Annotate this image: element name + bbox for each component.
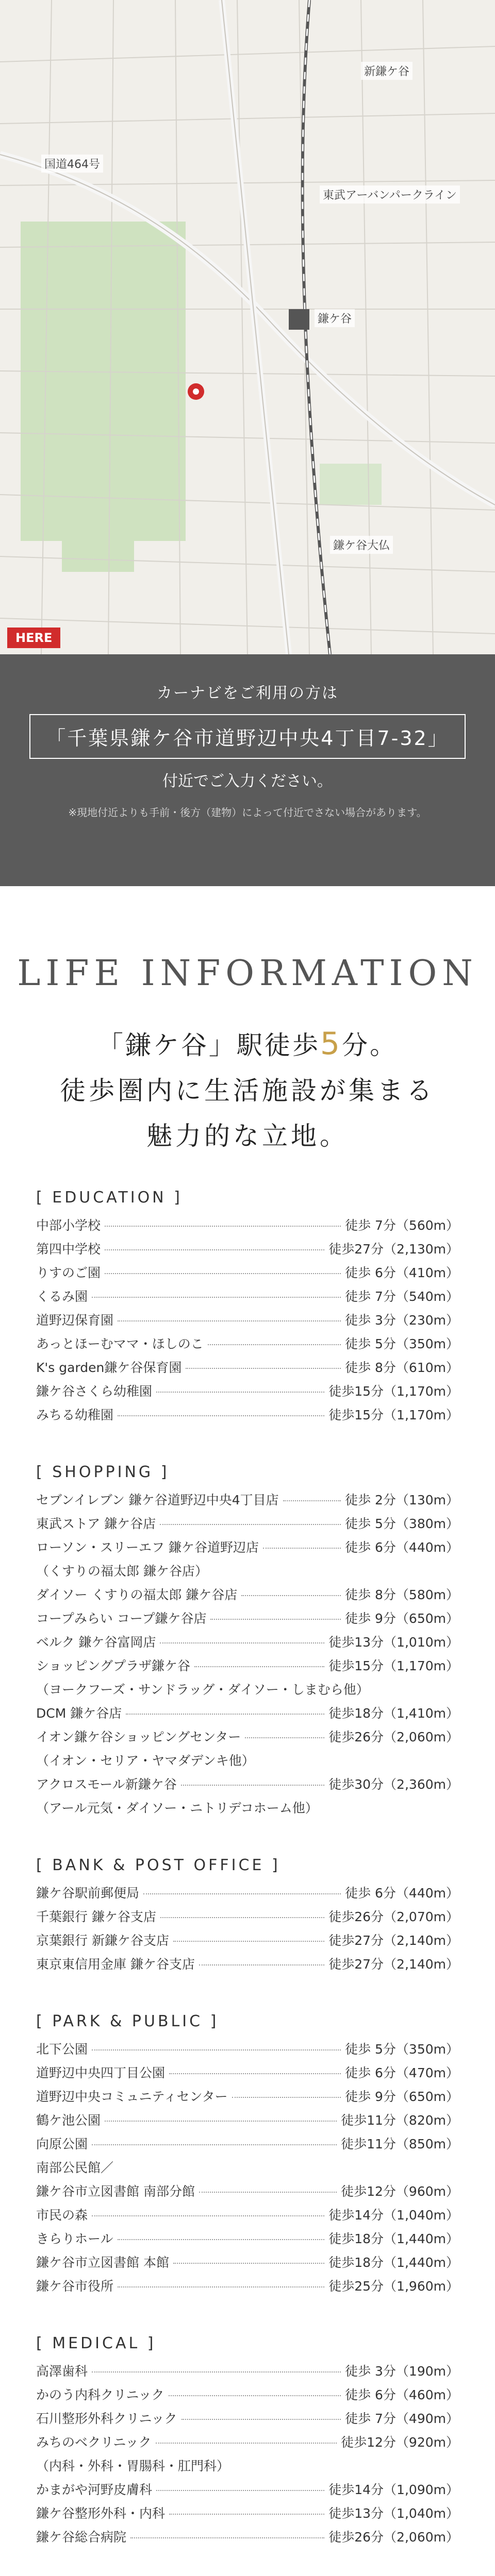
life-sub1-pre: 「鎌ケ谷」駅徒歩 [97, 1030, 320, 1060]
here-badge: HERE [7, 628, 60, 648]
facility-row [36, 2431, 459, 2454]
facility-distance: 徒歩27分（2,140m） [328, 1957, 459, 1972]
facility-name: （イオン・セリア・ヤマダデンキ他） [36, 1753, 255, 1768]
facility-distance: 徒歩 7分（560m） [345, 1218, 459, 1233]
facility-name: 向原公園 [36, 2137, 88, 2151]
facility-distance: 徒歩30分（2,360m） [328, 1777, 459, 1792]
facility-section [36, 1856, 459, 1976]
facility-name: かまがや河野皮膚科 [36, 2482, 153, 2497]
facility-distance: 徒歩12分（920m） [341, 2435, 459, 2450]
facility-distance: 徒歩14分（1,040m） [328, 2208, 459, 2223]
facility-name: 道野辺保育園 [36, 1313, 114, 1328]
facility-section [36, 1463, 459, 1820]
leader-dots [182, 2419, 341, 2420]
facility-distance: 徒歩18分（1,440m） [328, 2231, 459, 2246]
facility-name: コープみらい コープ鎌ケ谷店 [36, 1611, 207, 1626]
leader-dots [173, 2263, 324, 2264]
facility-distance: 徒歩 2分（130m） [345, 1493, 459, 1507]
facility-row [36, 2204, 459, 2227]
navi-line3: 付近でご入力ください。 [162, 772, 333, 790]
facility-distance: 徒歩 6分（410m） [345, 1265, 459, 1280]
facility-row [36, 2180, 459, 2204]
facility-name: ローソン・スリーエフ 鎌ケ谷道野辺店 [36, 1540, 259, 1555]
facility-distance: 徒歩18分（1,410m） [328, 1706, 459, 1721]
life-title: LIFE INFORMATION [17, 953, 478, 994]
facility-row [36, 1356, 459, 1380]
leader-dots [143, 1893, 341, 1894]
facility-row [36, 2061, 459, 2085]
facility-name: 鎌ケ谷市立図書館 南部分館 [36, 2184, 195, 2199]
map-graphic [0, 0, 495, 654]
facility-name: 東京東信用金庫 鎌ケ谷支店 [36, 1957, 195, 1972]
facility-distance: 徒歩27分（2,130m） [328, 1242, 459, 1257]
facility-distance: 徒歩 6分（440m） [345, 1886, 459, 1901]
leader-dots [118, 2286, 324, 2287]
facility-row [36, 2360, 459, 2383]
facility-distance: 徒歩26分（2,060m） [328, 2530, 459, 2545]
facility-sections [0, 1189, 495, 2576]
facility-name: くるみ園 [36, 1289, 88, 1304]
facility-name: K's garden鎌ケ谷保育園 [36, 1360, 182, 1375]
facility-name: 市民の森 [36, 2208, 88, 2223]
facility-row [36, 2085, 459, 2109]
navi-note: ※現地付近よりも手前・後方（建物）によって付近でさない場合があります。 [68, 806, 427, 819]
facility-row [36, 1654, 459, 1678]
facility-distance: 徒歩 8分（580m） [345, 1587, 459, 1602]
leader-dots [92, 1297, 341, 1298]
facility-row [36, 1905, 459, 1929]
facility-row [36, 1882, 459, 1905]
facility-name: りすのご園 [36, 1265, 101, 1280]
life-subtitle-3: 魅力的な立地。 [146, 1121, 349, 1151]
leader-dots [199, 2192, 337, 2193]
facility-row [36, 1797, 459, 1820]
life-sub1-post: 分。 [342, 1030, 398, 1060]
facility-name: かのう内科クリニック [36, 2387, 164, 2402]
facility-section [36, 2012, 459, 2298]
facility-distance: 徒歩15分（1,170m） [328, 1658, 459, 1673]
facility-section [36, 1189, 459, 1427]
map-label-daibutsu: 鎌ケ谷大仏 [330, 536, 393, 554]
facility-row [36, 2132, 459, 2156]
section-header: [ SHOPPING ] [36, 1463, 170, 1481]
facility-row [36, 2156, 459, 2180]
map-label-shin-kamagaya: 新鎌ケ谷 [361, 62, 412, 80]
car-navi-box [0, 654, 495, 886]
facility-name: きらりホール [36, 2231, 113, 2246]
facility-row [36, 2383, 459, 2407]
facility-row [36, 1309, 459, 1332]
leader-dots [194, 1666, 324, 1667]
facility-row [36, 2407, 459, 2431]
life-subtitle-1 [0, 1025, 495, 1062]
leader-dots [283, 1500, 341, 1501]
facility-section [36, 2334, 459, 2549]
facility-row [36, 1725, 459, 1749]
map-label-route464: 国道464号 [41, 155, 103, 173]
facility-row [36, 1403, 459, 1427]
facility-name: （くすりの福太郎 鎌ケ谷店） [36, 1564, 208, 1579]
facility-name: 道野辺中央コミュニティセンター [36, 2089, 228, 2104]
facility-distance: 徒歩 9分（650m） [345, 2089, 459, 2104]
facility-distance: 徒歩 3分（230m） [345, 1313, 459, 1328]
section-header: [ PARK & PUBLIC ] [36, 2012, 219, 2030]
leader-dots [105, 1226, 341, 1227]
facility-distance: 徒歩 5分（350m） [345, 1336, 459, 1351]
facility-row [36, 1488, 459, 1512]
leader-dots [160, 1524, 341, 1525]
facility-row [36, 2502, 459, 2526]
leader-dots [105, 1273, 341, 1274]
facility-name: イオン鎌ケ谷ショッピングセンター [36, 1730, 241, 1744]
facility-row [36, 1773, 459, 1797]
facility-name: ダイソー くすりの福太郎 鎌ケ谷店 [36, 1587, 238, 1602]
section-header: [ EDUCATION ] [36, 1189, 183, 1207]
facility-row [36, 1560, 459, 1583]
facility-name: 鎌ケ谷市役所 [36, 2279, 114, 2294]
facility-name: 鎌ケ谷駅前郵便局 [36, 1886, 140, 1901]
leader-dots [130, 2537, 324, 2538]
leader-dots [186, 1368, 341, 1369]
leader-dots [156, 1392, 324, 1393]
facility-name: DCM 鎌ケ谷店 [36, 1706, 122, 1721]
leader-dots [92, 2215, 324, 2216]
leader-dots [105, 1249, 324, 1250]
section-header: [ BANK & POST OFFICE ] [36, 1856, 280, 1874]
map-label-urbanpark: 東武アーバンパークライン [320, 185, 460, 204]
leader-dots [208, 1344, 341, 1345]
facility-row [36, 2478, 459, 2502]
facility-name: 高澤歯科 [36, 2364, 88, 2379]
facility-row [36, 2275, 459, 2298]
facility-row [36, 1929, 459, 1953]
facility-distance: 徒歩 9分（650m） [345, 1611, 459, 1626]
facility-row [36, 1678, 459, 1702]
facility-name: 北下公園 [36, 2042, 88, 2057]
leader-dots [160, 1917, 324, 1918]
facility-distance: 徒歩13分（1,010m） [328, 1635, 459, 1650]
facility-name: みちる幼稚園 [36, 1408, 114, 1422]
facility-distance: 徒歩25分（1,960m） [328, 2279, 459, 2294]
facility-distance: 徒歩13分（1,040m） [328, 2506, 459, 2521]
facility-name: ベルク 鎌ケ谷富岡店 [36, 1635, 156, 1650]
facility-name: 千葉銀行 鎌ケ谷支店 [36, 1909, 156, 1924]
leader-dots [160, 1642, 324, 1643]
leader-dots [92, 2049, 341, 2050]
leader-dots [118, 1320, 341, 1321]
facility-distance: 徒歩18分（1,440m） [328, 2255, 459, 2270]
leader-dots [169, 2073, 341, 2074]
facility-row [36, 1285, 459, 1309]
facility-name: 鎌ケ谷整形外科・内科 [36, 2506, 166, 2521]
area-map [0, 0, 495, 654]
facility-distance: 徒歩 6分（440m） [345, 1540, 459, 1555]
facility-name: あっとほーむママ・ほしのこ [36, 1336, 204, 1351]
facility-distance: 徒歩 6分（470m） [345, 2065, 459, 2080]
leader-dots [118, 2239, 325, 2240]
facility-distance: 徒歩 6分（460m） [345, 2387, 459, 2402]
facility-row [36, 1238, 459, 1261]
life-information-header [0, 886, 495, 1153]
facility-row [36, 2251, 459, 2275]
facility-distance: 徒歩 3分（190m） [345, 2364, 459, 2379]
leader-dots [245, 1737, 324, 1738]
facility-row [36, 1702, 459, 1725]
navi-line1: カーナビをご利用の方は [157, 684, 338, 702]
facility-row [36, 1332, 459, 1356]
life-sub1-num: 5 [320, 1026, 342, 1062]
facility-row [36, 2038, 459, 2061]
facility-row [36, 1631, 459, 1654]
facility-name: （ヨークフーズ・サンドラッグ・ダイソー・しまむら他） [36, 1682, 369, 1697]
facility-distance: 徒歩11分（850m） [341, 2137, 459, 2151]
leader-dots [199, 1964, 324, 1965]
facility-name: 京葉銀行 新鎌ケ谷支店 [36, 1933, 169, 1948]
leader-dots [126, 1714, 324, 1715]
facility-name: 鎌ケ谷さくら幼稚園 [36, 1384, 153, 1399]
facility-row [36, 1261, 459, 1285]
facility-name: 中部小学校 [36, 1218, 101, 1233]
facility-distance: 徒歩 5分（350m） [345, 2042, 459, 2057]
leader-dots [92, 2371, 341, 2372]
facility-row [36, 1953, 459, 1976]
facility-row [36, 1583, 459, 1607]
facility-name: アクロスモール新鎌ケ谷 [36, 1777, 177, 1792]
facility-distance: 徒歩 8分（610m） [345, 1360, 459, 1375]
leader-dots [232, 2097, 341, 2098]
facility-name: 鶴ケ池公園 [36, 2113, 101, 2128]
facility-name: （内科・外科・胃腸科・肛門科） [36, 2459, 230, 2473]
facility-name: （アール元気・ダイソー・ニトリデコホーム他） [36, 1801, 318, 1816]
facility-name: セブンイレブン 鎌ケ谷道野辺中央4丁目店 [36, 1493, 279, 1507]
leader-dots [105, 2121, 337, 2122]
facility-row [36, 1380, 459, 1403]
facility-row [36, 2526, 459, 2549]
leader-dots [156, 2443, 337, 2444]
map-label-kamagaya: 鎌ケ谷 [315, 309, 355, 327]
facility-row [36, 1512, 459, 1536]
facility-row [36, 2454, 459, 2478]
leader-dots [92, 2144, 337, 2145]
facility-name: 道野辺中央四丁目公園 [36, 2065, 166, 2080]
facility-distance: 徒歩15分（1,170m） [328, 1408, 459, 1422]
leader-dots [173, 1941, 324, 1942]
life-subtitle-2: 徒歩圏内に生活施設が集まる [60, 1076, 435, 1106]
facility-row [36, 1749, 459, 1773]
facility-distance: 徒歩26分（2,070m） [328, 1909, 459, 1924]
leader-dots [169, 2395, 341, 2396]
facility-row [36, 1607, 459, 1631]
facility-name: 南部公民館／ [36, 2160, 114, 2175]
facility-distance: 徒歩11分（820m） [341, 2113, 459, 2128]
facility-name: 東武ストア 鎌ケ谷店 [36, 1516, 156, 1531]
leader-dots [156, 2490, 324, 2491]
facility-name: 石川整形外科クリニック [36, 2411, 177, 2426]
section-header: [ MEDICAL ] [36, 2334, 156, 2352]
facility-distance: 徒歩27分（2,140m） [328, 1933, 459, 1948]
leader-dots [169, 2514, 324, 2515]
leader-dots [210, 1619, 341, 1620]
facility-distance: 徒歩 7分（540m） [345, 1289, 459, 1304]
leader-dots [263, 1548, 341, 1549]
facility-distance: 徒歩12分（960m） [341, 2184, 459, 2199]
facility-row [36, 2109, 459, 2132]
facility-name: 鎌ケ谷市立図書館 本館 [36, 2255, 169, 2270]
leader-dots [241, 1595, 341, 1596]
leader-dots [181, 1785, 324, 1786]
facility-distance: 徒歩 7分（490m） [345, 2411, 459, 2426]
leader-dots [118, 1415, 324, 1416]
facility-distance: 徒歩 5分（380m） [345, 1516, 459, 1531]
navi-address: 「千葉県鎌ケ谷市道野辺中央4丁目7-32」 [29, 714, 465, 759]
facility-name: 第四中学校 [36, 1242, 101, 1257]
facility-row [36, 1536, 459, 1560]
facility-name: 鎌ケ谷総合病院 [36, 2530, 127, 2545]
facility-row [36, 1214, 459, 1238]
facility-row [36, 2227, 459, 2251]
facility-name: ショッピングプラザ鎌ケ谷 [36, 1658, 191, 1673]
facility-distance: 徒歩14分（1,090m） [328, 2482, 459, 2497]
facility-distance: 徒歩26分（2,060m） [328, 1730, 459, 1744]
facility-distance: 徒歩15分（1,170m） [328, 1384, 459, 1399]
facility-name: みちのベクリニック [36, 2435, 152, 2450]
